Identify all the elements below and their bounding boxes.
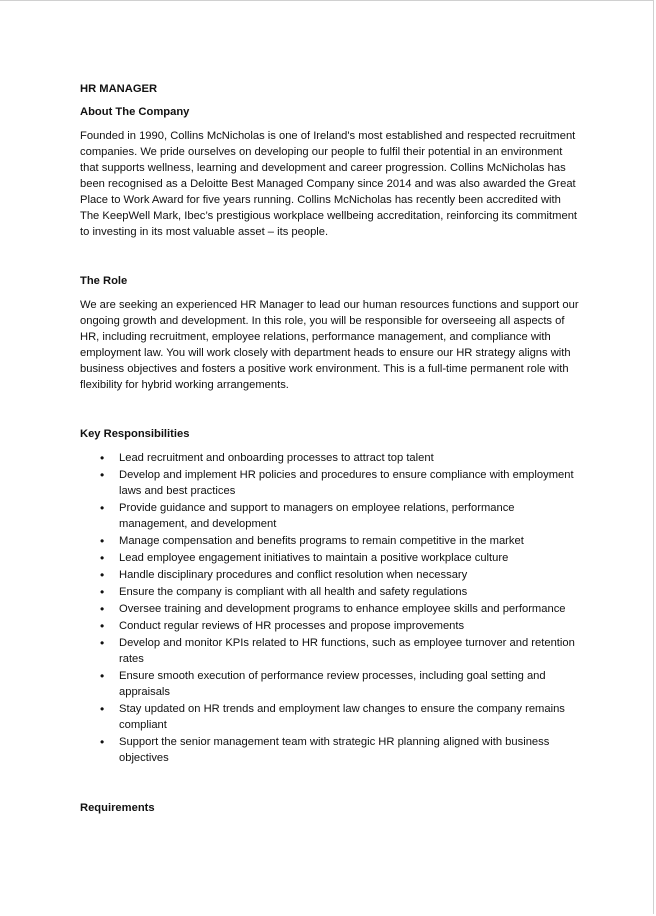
role-body: We are seeking an experienced HR Manager to lead our human resources functions and support our ongoing growth and development. In this role, you will be responsible for overseeing all aspects of HR, including recruitment, employee relations, performance management, and compliance with employment law. You will work closely with department heads to ensure our HR strategy aligns with business objectives and fosters a positive work environment. This is a full-time permanent role with flexibility for hybrid working arrangements. [80,299,579,391]
list-item: • Stay updated on HR trends and employment law changes to ensure the company remains compliant [119,701,580,733]
list-item: • Handle disciplinary procedures and conflict resolution when necessary [119,567,580,583]
list-item: • Ensure smooth execution of performance review processes, including goal setting and appraisals [119,668,580,700]
responsibilities-list [80,450,580,766]
list-item: • Conduct regular reviews of HR processes and propose improvements [119,618,580,634]
responsibilities-heading: Key Responsibilities [80,428,190,440]
list-item: • Develop and monitor KPIs related to HR functions, such as employee turnover and retention rates [119,635,580,667]
list-item: • Oversee training and development programs to enhance employee skills and performance [119,601,580,617]
job-title: HR MANAGER [80,83,158,95]
list-item: • Provide guidance and support to managers on employee relations, performance management, and development [119,500,580,532]
list-item: • Develop and implement HR policies and procedures to ensure compliance with employment laws and best practices [119,467,580,499]
document-content [80,81,580,824]
about-heading: About The Company [80,106,190,118]
list-item: • Lead employee engagement initiatives to maintain a positive workplace culture [119,550,580,566]
role-heading: The Role [80,275,128,287]
list-item: • Support the senior management team with strategic HR planning aligned with business objectives [119,734,580,766]
about-body: Founded in 1990, Collins McNicholas is one of Ireland's most established and respected recruitment companies. We pride ourselves on developing our people to fulfil their potential in an environment that supports wellness, learning and development and career progression. Collins McNicholas has been recognised as a Deloitte Best Managed Company since 2014 and was also awarded the Great Place to Work Award for five years running. Collins McNicholas has recently been accredited with The KeepWell Mark, Ibec’s prestigious workplace wellbeing accreditation, reinforcing its commitment to investing in its most valuable asset – its people. [80,130,578,238]
list-item: • Lead recruitment and onboarding processes to attract top talent [119,450,580,466]
requirements-heading: Requirements [80,802,155,814]
list-item: • Ensure the company is compliant with all health and safety regulations [119,584,580,600]
list-item: • Manage compensation and benefits programs to remain competitive in the market [119,533,580,549]
